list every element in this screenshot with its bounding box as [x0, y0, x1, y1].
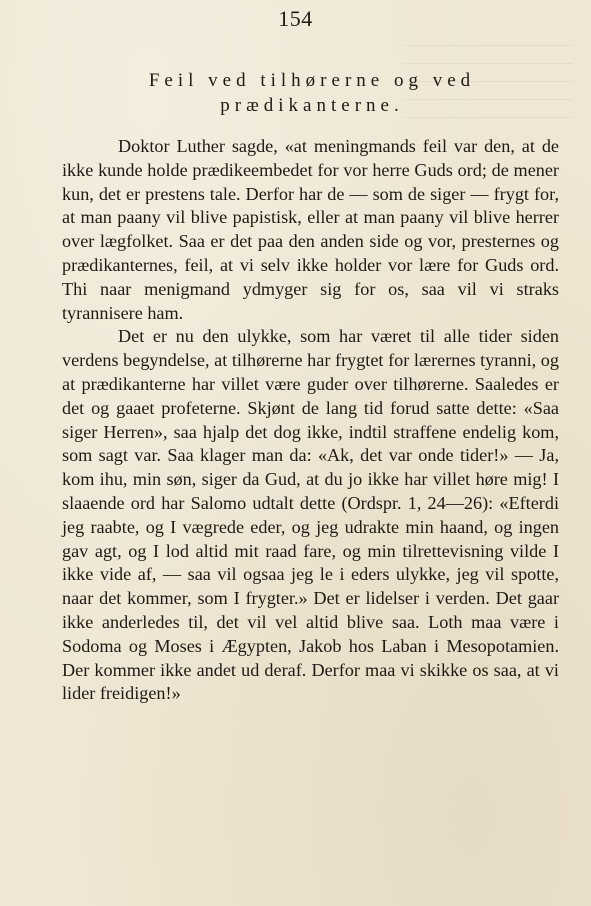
body-text	[62, 135, 559, 706]
paragraph-1: Doktor Luther sagde, «at meningmands feil var den, at de ikke kunde holde prædikeembedet for vor herre Guds ord; de mener kun, det er prestens tale. Derfor har de — som de siger — frygt for, at man paany vil blive papistisk, eller at man paany vil blive herrer over lægfolket. Saa er det paa den anden side og vor, presternes og prædikanternes, feil, at vi selv ikke holder vor lære for Guds ord. Thi naar menigmand ydmyger sig for os, saa vil vi straks tyrannisere ham.	[62, 136, 559, 323]
chapter-title-line-2: prædikanterne.	[220, 95, 404, 116]
chapter-title-line-1: Feil ved tilhørerne og ved	[148, 70, 476, 91]
chapter-title	[62, 68, 562, 118]
paragraph-2: Det er nu den ulykke, som har været til alle tider siden verdens begyndelse, at tilhørerne har frygtet for lærernes tyranni, og at prædikanterne har villet være guder over tilhørerne. Saaledes er det og gaaet profeterne. Skjønt de lang tid forud satte dette: «Saa siger Herren», saa hjalp det dog ikke, indtil straffene endelig kom, som sagt var. Saa klager man da: «Ak, det var onde tider!» — Ja, kom ihu, min søn, siger da Gud, at du jo ikke har villet høre mig! I slaaende ord har Salomo udtalt dette (Ordspr. 1, 24—26): «Efterdi jeg raabte, og I vægrede eder, og jeg udrakte min haand, og ingen gav agt, og I lod altid mit raad fare, og min tilrettevisning vilde I ikke vide af, — saa vil ogsaa jeg le i eders ulykke, jeg vil spotte, naar det kommer, som I frygter.» Det er lidelser i verden. Det gaar ikke anderledes til, det vil vel altid blive saa. Loth maa være i Sodoma og Moses i Ægypten, Jakob hos Laban i Mesopotamien. Der kommer ikke andet ud deraf. Derfor maa vi skikke os saa, at vi lider freidigen!»	[62, 326, 559, 704]
page-number: 154	[278, 6, 313, 31]
